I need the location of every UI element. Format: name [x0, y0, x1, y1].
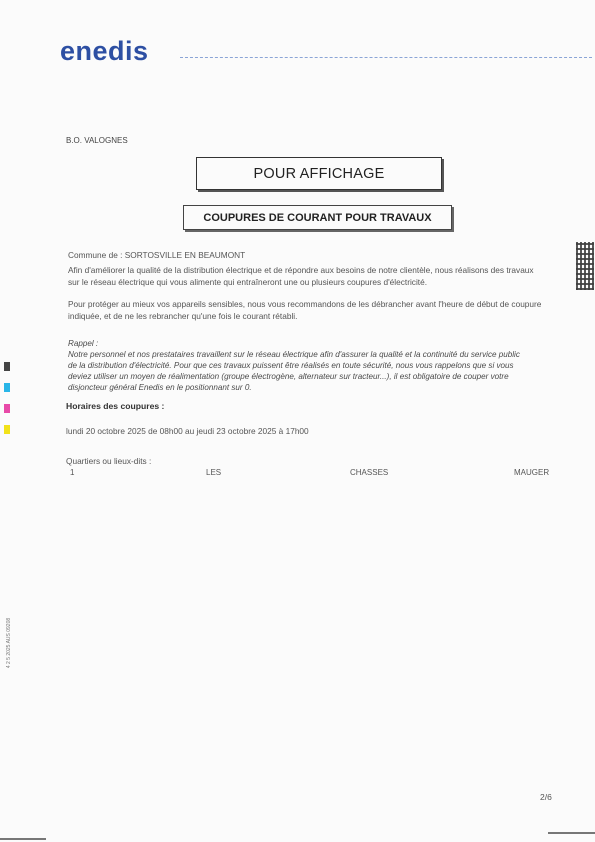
swatch-yellow — [4, 425, 10, 434]
row-col-1: LES — [206, 468, 222, 477]
scan-mark-right — [548, 832, 595, 834]
side-stamp-text: 4 2 5 2025 AUS 09208 — [6, 617, 12, 669]
subtitle-box — [183, 205, 452, 230]
page-number: 2/6 — [540, 792, 552, 802]
quartiers-label: Quartiers ou lieux-dits : — [66, 456, 152, 466]
qr-code-icon — [576, 242, 594, 290]
advice-paragraph — [68, 298, 541, 322]
swatch-black — [4, 362, 10, 371]
rappel-line: de la distribution d'électricité. Pour que ces travaux puissent être réalisés en toute sécurité, nous vous rappelons que si vous — [68, 361, 514, 370]
row-col-3: MAUGER — [514, 468, 550, 477]
swatch-magenta — [4, 404, 10, 413]
enedis-logo: enedis — [60, 36, 149, 66]
advice-line: Pour protéger au mieux vos appareils sensibles, nous vous recommandons de les débrancher avant l'heure de début de coupure — [68, 299, 542, 309]
page-subtitle: COUPURES DE COURANT POUR TRAVAUX — [203, 211, 432, 224]
outage-period: lundi 20 octobre 2025 de 08h00 au jeudi 23 octobre 2025 à 17h00 — [66, 426, 309, 436]
commune-line: Commune de : SORTOSVILLE EN BEAUMONT — [68, 250, 246, 260]
swatch-cyan — [4, 383, 10, 392]
title-box — [196, 157, 442, 190]
row-col-2: CHASSES — [350, 468, 389, 477]
page-title: POUR AFFICHAGE — [253, 165, 385, 182]
horaires-heading: Horaires des coupures : — [66, 401, 165, 411]
rappel-line: deviez utiliser un moyen de réalimentation (groupe électrogène, alternateur sur tracteur...), il est obligatoire de couper votre — [68, 372, 509, 381]
office-label: B.O. VALOGNES — [66, 136, 128, 145]
advice-line: indiquée, et de ne les rebrancher qu'une fois le courant rétabli. — [68, 311, 298, 321]
header-divider — [180, 57, 592, 58]
rappel-paragraph — [68, 338, 520, 393]
intro-paragraph — [68, 264, 534, 288]
rappel-heading: Rappel : — [68, 339, 99, 348]
rappel-line: disjoncteur général Enedis en le positionnant sur 0. — [68, 383, 252, 392]
scan-mark-left — [0, 838, 46, 840]
rappel-line: Notre personnel et nos prestataires travaillent sur le réseau électrique afin d'assurer la qualité et la continuité du service public — [68, 350, 520, 359]
intro-line: sur le réseau électrique qui vous alimente qui entraîneront une ou plusieurs coupures d'électricité. — [68, 277, 428, 287]
intro-line: Afin d'améliorer la qualité de la distribution électrique et de répondre aux besoins de notre clientèle, nous réalisons des travaux — [68, 265, 534, 275]
row-number: 1 — [70, 468, 75, 477]
